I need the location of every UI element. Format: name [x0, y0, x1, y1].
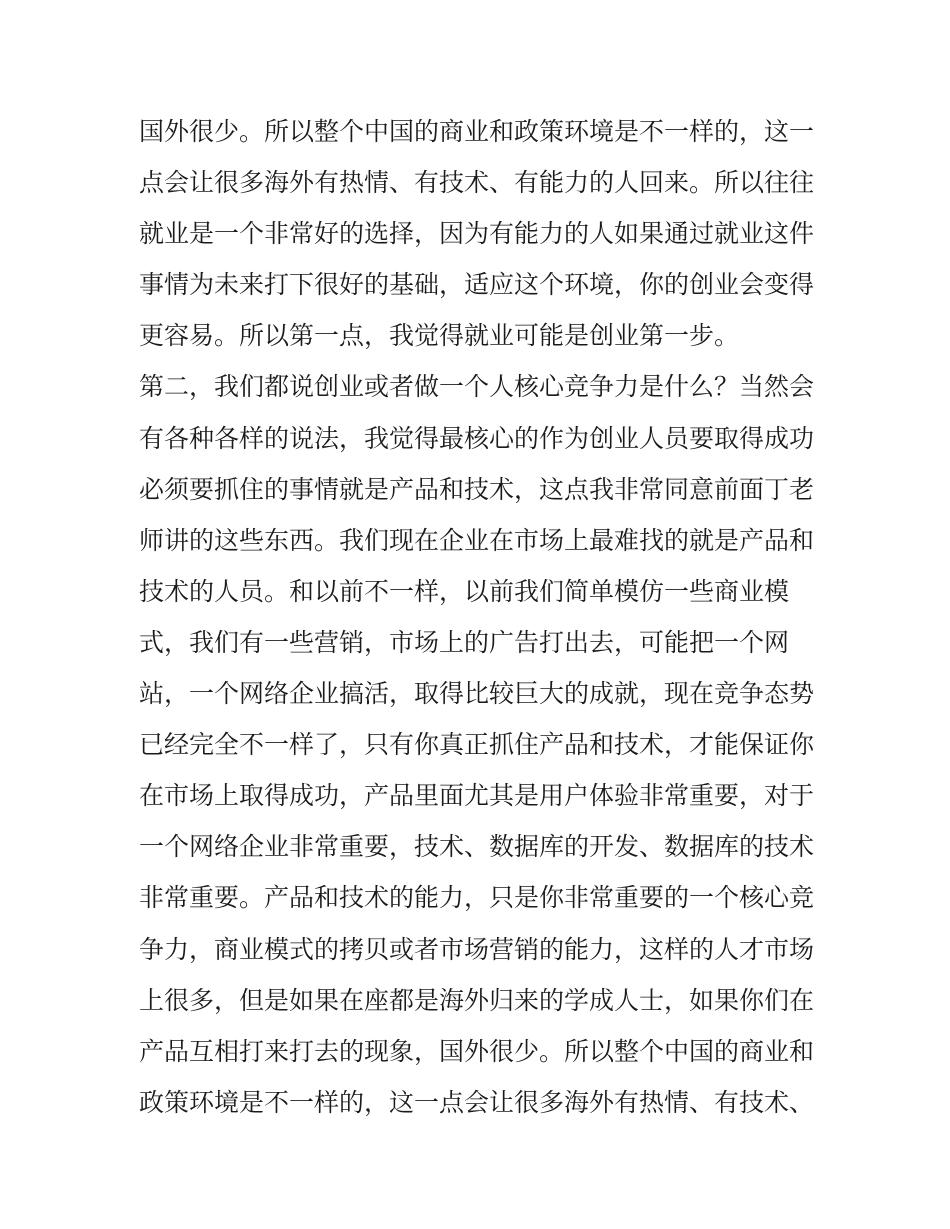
text-line: 有各种各样的说法，我觉得最核心的作为创业人员要取得成功: [139, 423, 815, 453]
text-line: 争力，商业模式的拷贝或者市场营销的能力，这样的人才市场: [139, 934, 815, 964]
text-line: 上很多，但是如果在座都是海外归来的学成人士，如果你们在: [139, 985, 815, 1015]
text-line: 技术的人员。和以前不一样，以前我们简单模仿一些商业模: [139, 576, 790, 606]
text-line: 政策环境是不一样的，这一点会让很多海外有热情、有技术、: [139, 1087, 815, 1117]
text-line: 站，一个网络企业搞活，取得比较巨大的成就，现在竞争态势: [139, 679, 815, 709]
text-line: 更容易。所以第一点，我觉得就业可能是创业第一步。: [139, 321, 740, 351]
text-line: 就业是一个非常好的选择，因为有能力的人如果通过就业这件: [139, 219, 815, 249]
text-line: 已经完全不一样了，只有你真正抓住产品和技术，才能保证你: [139, 730, 815, 760]
text-line: 产品互相打来打去的现象，国外很少。所以整个中国的商业和: [139, 1036, 815, 1066]
text-line: 事情为未来打下很好的基础，适应这个环境，你的创业会变得: [139, 270, 815, 300]
text-line: 一个网络企业非常重要，技术、数据库的开发、数据库的技术: [139, 832, 815, 862]
text-line: 在市场上取得成功，产品里面尤其是用户体验非常重要，对于: [139, 781, 815, 811]
text-line: 式，我们有一些营销，市场上的广告打出去，可能把一个网: [139, 627, 790, 657]
text-line: 点会让很多海外有热情、有技术、有能力的人回来。所以往往: [139, 168, 815, 198]
text-line: 国外很少。所以整个中国的商业和政策环境是不一样的，这一: [139, 117, 815, 146]
text-line: 师讲的这些东西。我们现在企业在市场上最难找的就是产品和: [139, 525, 815, 555]
text-line: 非常重要。产品和技术的能力，只是你非常重要的一个核心竞: [139, 883, 815, 913]
body-text: [139, 106, 829, 1128]
text-line: 第二，我们都说创业或者做一个人核心竞争力是什么？当然会: [139, 372, 815, 402]
text-line: 必须要抓住的事情就是产品和技术，这点我非常同意前面丁老: [139, 474, 815, 504]
